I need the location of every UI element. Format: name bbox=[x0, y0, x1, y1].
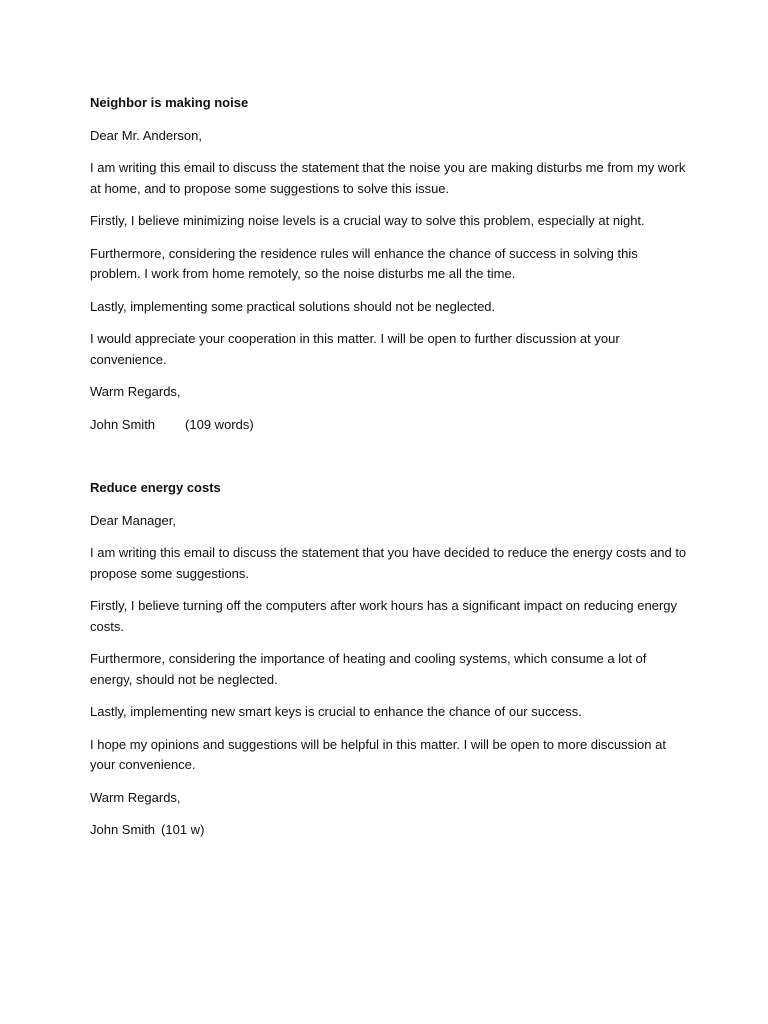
word-count: (101 w) bbox=[161, 822, 205, 837]
letter-paragraph: I am writing this email to discuss the statement that the noise you are making disturbs me from my work at home, and to propose some suggestions to solve this issue. bbox=[90, 160, 686, 196]
section-spacer bbox=[90, 447, 690, 478]
signature-name: John Smith bbox=[90, 416, 156, 432]
letter-paragraph: Lastly, implementing some practical solutions should not be neglected. bbox=[90, 298, 496, 314]
letter-neighbor-noise bbox=[90, 93, 690, 435]
letter-energy-costs bbox=[90, 478, 690, 841]
letter-paragraph: Furthermore, considering the residence rules will enhance the chance of success in solving this problem. I work from home remotely, so the noise disturbs me all the time. bbox=[90, 245, 638, 281]
letter-paragraph: Firstly, I believe turning off the computers after work hours has a significant impact on reducing energy costs. bbox=[90, 598, 677, 634]
word-count: (109 words) bbox=[185, 416, 254, 432]
letter-signature-line bbox=[90, 820, 690, 841]
letter-paragraph: Furthermore, considering the importance of heating and cooling systems, which consume a lot of energy, should not be neglected. bbox=[90, 651, 647, 687]
letter-paragraph: I am writing this email to discuss the statement that you have decided to reduce the energy costs and to propose some suggestions. bbox=[90, 545, 687, 581]
signature-name: John Smith bbox=[90, 822, 156, 837]
document-page bbox=[90, 93, 690, 853]
letter-paragraph: I hope my opinions and suggestions will be helpful in this matter. I will be open to more discussion at your convenience. bbox=[90, 736, 666, 772]
letter-salutation: Dear Mr. Anderson, bbox=[90, 127, 202, 143]
letter-title: Neighbor is making noise bbox=[90, 95, 249, 110]
letter-paragraph: I would appreciate your cooperation in this matter. I will be open to further discussion at your convenience. bbox=[90, 331, 620, 367]
letter-title: Reduce energy costs bbox=[90, 480, 221, 495]
letter-paragraph: Lastly, implementing new smart keys is crucial to enhance the chance of our success. bbox=[90, 704, 582, 719]
letter-closing: Warm Regards, bbox=[90, 789, 181, 805]
letter-signature-line bbox=[90, 415, 690, 436]
letter-paragraph: Firstly, I believe minimizing noise levels is a crucial way to solve this problem, especially at night. bbox=[90, 213, 645, 228]
letter-salutation: Dear Manager, bbox=[90, 512, 176, 528]
letter-closing: Warm Regards, bbox=[90, 384, 181, 399]
